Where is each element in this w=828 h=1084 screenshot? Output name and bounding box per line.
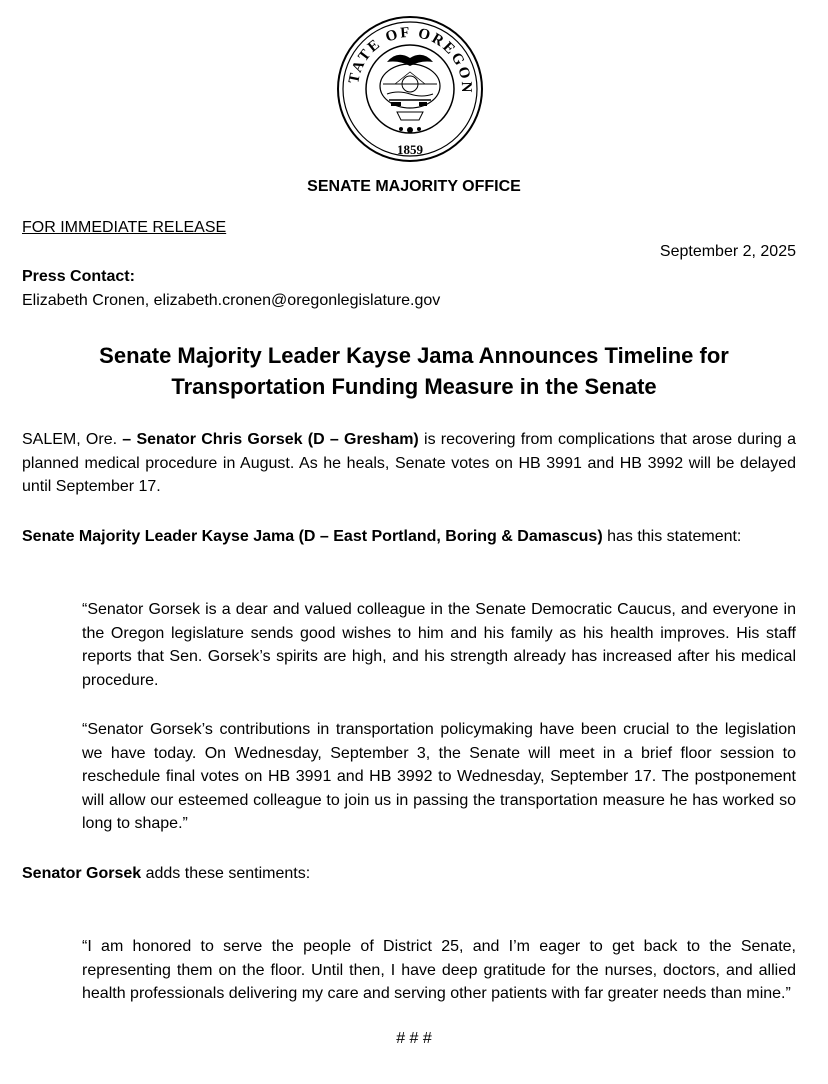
headline [0, 340, 828, 402]
paragraph-intro-text: is recovering from complications that arose during a planned medical procedure in August. As he heals, Senate votes on HB 3991 and HB 3992 will be delayed until September 17. [22, 431, 796, 495]
senator-gorsek-label: Senator Gorsek [22, 865, 142, 882]
paragraph-gorsek-intro [22, 862, 796, 886]
release-label: FOR IMMEDIATE RELEASE [22, 219, 227, 236]
end-mark: # # # [396, 1030, 432, 1047]
headline-line-2: Transportation Funding Measure in the Senate [171, 374, 657, 399]
quote-1: “Senator Gorsek is a dear and valued colleague in the Senate Democratic Caucus, and everyone in the Oregon legislature sends good wishes to him and his family as his health improves. His staff reports that Sen. Gorsek’s spirits are high, and his strength already has increased after his medical procedure. [82, 601, 796, 689]
paragraph-statement-intro [22, 525, 796, 549]
oregon-state-seal [335, 14, 485, 164]
dateline: SALEM, Ore. [22, 431, 123, 448]
quote-2: “Senator Gorsek’s contributions in transportation policymaking have been crucial to the legislation we have today. On Wednesday, September 3, the Senate will meet in a brief floor session to reschedule final votes on HB 3991 and HB 3992 to Wednesday, September 17. The postponement will allow our esteemed colleague to join us in passing the transportation measure he has worked so long to shape.” [82, 721, 796, 832]
statement-intro-text: has this statement: [602, 528, 742, 545]
press-contact: Elizabeth Cronen, elizabeth.cronen@oregonlegislature.gov [22, 292, 441, 309]
senator-gorsek-name: – Senator Chris Gorsek (D – Gresham) [122, 431, 419, 448]
paragraph-intro [22, 428, 796, 499]
release-date: September 2, 2025 [659, 243, 796, 260]
svg-text:STATE OF OREGON: TATE OF OREGON [346, 24, 475, 95]
gorsek-intro-text: adds these sentiments: [141, 865, 311, 882]
office-name: SENATE MAJORITY OFFICE [307, 178, 521, 195]
senator-jama-name: Senate Majority Leader Kayse Jama (D – East Portland, Boring & Damascus) [22, 528, 603, 545]
press-contact-label: Press Contact: [22, 268, 135, 285]
headline-line-1: Senate Majority Leader Kayse Jama Announces Timeline for [99, 343, 729, 368]
seal-year: 1859 [397, 142, 423, 157]
quote-3: “I am honored to serve the people of District 25, and I’m eager to get back to the Senate, representing them on the floor. Until then, I have deep gratitude for the nurses, doctors, and allied health professionals delivering my care and serving other patients with far greater needs than mine.” [82, 938, 796, 1002]
